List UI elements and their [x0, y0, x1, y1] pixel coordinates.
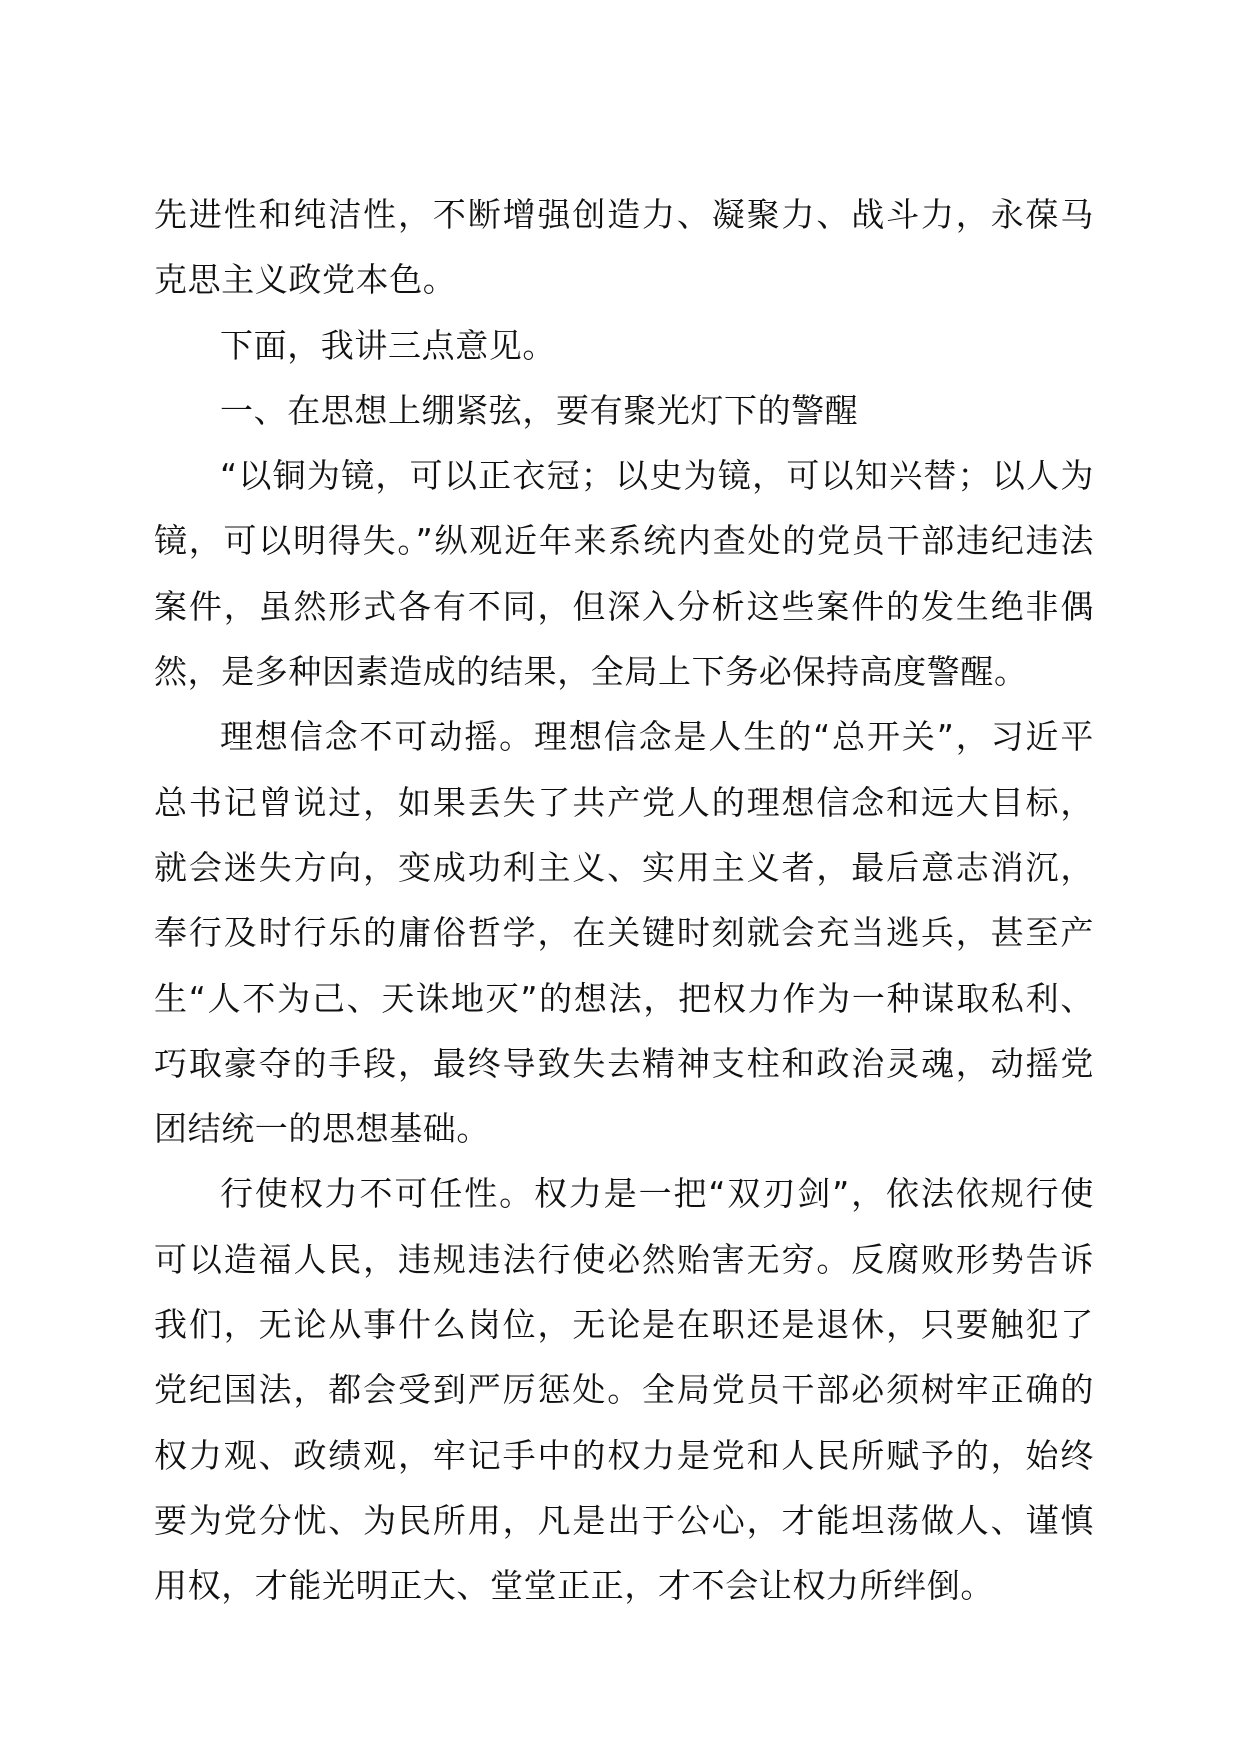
- paragraph-ideals: 理想信念不可动摇。理想信念是人生的“总开关”，习近平总书记曾说过，如果丢失了共产党人的理想信念和远大目标，就会迷失方向，变成功利主义、实用主义者，最后意志消沉，奉行及时行乐的庸俗哲学，在关键时刻就会充当逃兵，甚至产生“人不为己、天诛地灭”的想法，把权力作为一种谋取私利、巧取豪夺的手段，最终导致失去精神支柱和政治灵魂，动摇党团结统一的思想基础。: [154, 717, 1094, 1149]
- paragraph-quote: “以铜为镜，可以正衣冠；以史为镜，可以知兴替；以人为镜，可以明得失。”纵观近年来系统内查处的党员干部违纪违法案件，虽然形式各有不同，但深入分析这些案件的发生绝非偶然，是多种因素造成的结果，全局上下务必保持高度警醒。: [154, 456, 1094, 692]
- paragraph-continuation: 先进性和纯洁性，不断增强创造力、凝聚力、战斗力，永葆马克思主义政党本色。: [154, 195, 1094, 300]
- document-body: [154, 182, 1094, 1619]
- paragraph-intro: 下面，我讲三点意见。: [220, 325, 556, 365]
- paragraph-power: 行使权力不可任性。权力是一把“双刃剑”，依法依规行使可以造福人民，违规违法行使必然贻害无穷。反腐败形势告诉我们，无论从事什么岗位，无论是在职还是退休，只要触犯了党纪国法，都会受到严厉惩处。全局党员干部必须树牢正确的权力观、政绩观，牢记手中的权力是党和人民所赋予的，始终要为党分忧、为民所用，凡是出于公心，才能坦荡做人、谨慎用权，才能光明正大、堂堂正正，才不会让权力所绊倒。: [154, 1174, 1094, 1606]
- section-heading-1: 一、在思想上绷紧弦，要有聚光灯下的警醒: [220, 390, 859, 430]
